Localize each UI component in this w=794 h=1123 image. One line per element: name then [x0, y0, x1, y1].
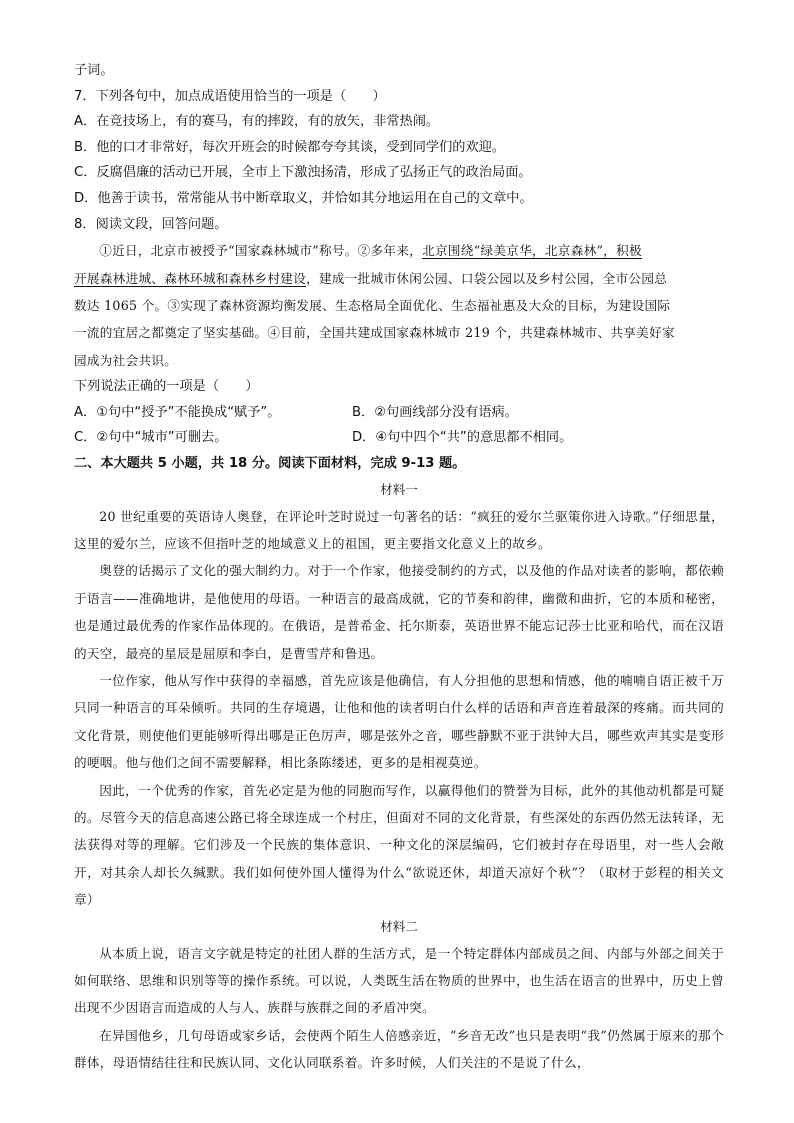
option-7b: B．他的口才非常好，每次开班会的时候都夸夸其谈，受到同学们的欢迎。	[74, 139, 506, 155]
passage-line	[74, 237, 724, 264]
option-8a: A．①句中“授予”不能换成“赋予”。	[74, 404, 281, 420]
options-row	[74, 425, 724, 451]
material-1-title: 材料一	[380, 481, 418, 497]
material-1-paragraph: 奥登的话揭示了文化的强大制约力。对于一个作家，他接受制约的方式，以及他的作品对读者的影响，都依赖于语言——准确地讲，是他使用的母语。一种语言的最高成就，它的节奏和韵律，幽微和曲折，它的本质和秘密，也是通过最优秀的作家作品体现的。在俄语，是普希金、托尔斯泰，英语世界不能忘记莎士比亚和哈代，而在汉语的天空，最亮的星辰是屈原和李白，是曹雪芹和鲁迅。	[74, 563, 724, 661]
section-heading: 二、本大题共 5 小题，共 18 分。阅读下面材料，完成 9-13 题。	[74, 455, 466, 471]
passage-line: 园成为社会共识。	[74, 352, 178, 368]
material-2-paragraph: 在异国他乡，几句母语或家乡话，会使两个陌生人倍感亲近，“乡音无改”也只是表明“我”仍然属于原来的那个群体，母语情结往往和民族认同、文化认同联系着。许多时候，人们关注的不是说了什么，	[74, 1027, 724, 1071]
option-8c: C．②句中“城市”可删去。	[74, 430, 228, 446]
material-2-paragraph: 从本质上说，语言文字就是特定的社团人群的生活方式，是一个特定群体内部成员之间、内部与外部之间关于如何联络、思维和识别等等的操作系统。可以说，人类既生活在物质的世界中，也生活在语言的世界中，历史上曾出现不少因语言而造成的人与人、族群与族群之间的矛盾冲突。	[74, 945, 724, 1016]
material-1-paragraph: 20 世纪重要的英语诗人奥登，在评论叶芝时说过一句著名的话：“疯狂的爱尔兰驱策你进入诗歌。”仔细思量，这里的爱尔兰，应该不但指叶芝的地域意义上的祖国，更主要指文化意义上的故乡。	[74, 508, 724, 551]
question-8-prompt: 下列说法正确的一项是（ ）	[74, 379, 259, 395]
material-2-title: 材料二	[380, 918, 418, 934]
passage-text: ①近日，北京市被授予“国家森林城市”称号。②多年来，	[99, 243, 423, 259]
material-1-paragraph: 一位作家，他从写作中获得的幸福感，首先应该是他确信，有人分担他的思想和情感，他的喃喃自语正被千万只同一种语言的耳朵倾听。共同的生存境遇，让他和他的读者明白什么样的话语和声音连着最深的疼痛。而共同的文化背景，则使他们更能够听得出哪是正色厉声，哪是弦外之音，哪些静默不亚于洪钟大吕，哪些欢声其实是变形的哽咽。他与他们之间不需要解释，相比条陈缕述，更多的是相视莫逆。	[74, 673, 724, 771]
option-7a: A．在竞技场上，有的赛马，有的摔跤，有的放矢，非常热闹。	[74, 114, 440, 130]
passage-line	[74, 265, 724, 292]
material-1-paragraph: 因此，一个优秀的作家，首先必定是为他的同胞而写作，以赢得他们的赞誉为目标，此外的其他动机都是可疑的。尽管今天的信息高速公路已将全球连成一个村庄，但面对不同的文化背景，有些深处的东西仍然无法转译，无法获得对等的理解。它们涉及一个民族的集体意识、一种文化的深层编码，它们被封存在母语里，对一些人会敞开，对其余人却长久缄默。我们如何使外国人懂得为什么“欲说还休，却道天凉好个秋”？（取材于彭程的相关文章）	[74, 782, 724, 908]
underlined-text: 北京围绕“绿美京华，北京森林”，积极	[422, 243, 642, 259]
option-7d: D．他善于读书，常常能从书中断章取义，并恰如其分地运用在自己的文章中。	[74, 190, 533, 206]
options-row	[74, 400, 724, 426]
passage-line: 一流的宜居之都奠定了坚实基础。④目前，全国共建成国家森林城市 219 个，共建森林城市、共享美好家	[74, 325, 675, 341]
question-7: 7．下列各句中，加点成语使用恰当的一项是（ ）	[74, 88, 386, 104]
underlined-text: 开展森林进城、森林环城和森林乡村建设	[74, 270, 307, 286]
option-8d: D．④句中四个“共”的意思都不相同。	[352, 430, 573, 446]
passage-line: 数达 1065 个。③实现了森林资源均衡发展、生态格局全面优化、生态福祉惠及大众的目标，为建设国际	[74, 297, 671, 313]
question-8: 8．阅读文段，回答问题。	[74, 216, 228, 232]
document-page	[74, 58, 724, 1077]
text-line: 子词。	[74, 63, 114, 78]
option-7c: C．反腐倡廉的活动已开展，全市上下激浊扬清，形成了弘扬正气的政治局面。	[74, 165, 532, 181]
question-8-passage	[74, 237, 724, 374]
option-8b: B．②句画线部分没有语病。	[352, 404, 518, 420]
passage-text: ，建成一批城市休闲公园、口袋公园以及乡村公园，全市公园总	[306, 270, 668, 286]
